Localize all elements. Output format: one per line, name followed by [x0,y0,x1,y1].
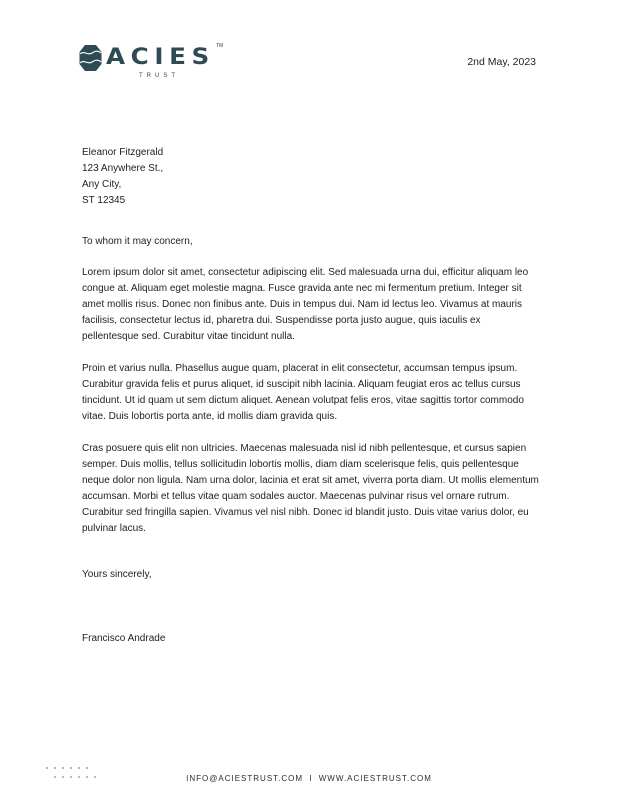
body-line: vitae. Duis lobortis porta ante, id mollis diam gravida quis. [82,411,338,422]
body-line: amet mollis risus. Donec non finibus ante. Duis in tempus dui. Nam id lectus leo. Vivamus at mauris [82,299,523,310]
paragraph-1 [82,265,540,345]
footer-website-link[interactable]: WWW.ACIESTRUST.COM [318,774,432,783]
footer-separator: I [309,774,313,783]
footer-email-link[interactable]: INFO@ACIESTRUST.COM [186,774,304,783]
hexagon-wave-logo-icon [79,44,102,72]
recipient-postal: ST 12345 [82,195,126,206]
body-line: Lorem ipsum dolor sit amet, consectetur adipiscing elit. Sed malesuada urna dui, efficitur aliquam leo [82,267,529,278]
closing: Yours sincerely, [82,569,152,580]
trademark-symbol: TM [216,43,224,49]
company-logo [79,43,229,83]
body-line: neque dolor non ligula. Nam urna dolor, lacinia et erat sit amet, viverra porta diam. Ut mollis elementum [82,475,539,486]
body-line: facilisis, consectetur lectus id, pharetra dui. Suspendisse porta justo augue, quis iaculis ex [82,315,481,326]
body-line: pellentesque sed. Curabitur vitae tincidunt nulla. [82,331,295,342]
recipient-name: Eleanor Fitzgerald [82,147,164,158]
body-line: semper. Duis mollis, tellus sollicitudin lobortis mollis, diam diam scelerisque felis, quis pellentesque [82,459,519,470]
body-line: congue at. Aliquam eget molestie magna. Fusce gravida ante nec mi fermentum pretium. Integer sit [82,283,522,294]
logo-subtitle: TRUST [139,73,179,79]
body-line: Proin et varius nulla. Phasellus augue quam, placerat in elit consectetur, accumsan tempus ipsum. [82,363,518,374]
paragraph-3 [82,441,540,537]
body-line: Curabitur sed fringilla sapien. Vivamus vel nisl nibh. Donec id blandit justo. Duis vitae varius dolor, eu [82,507,529,518]
footer-contact [0,774,618,783]
letter-date: 2nd May, 2023 [467,56,536,68]
body-line: Cras posuere quis elit non ultricies. Maecenas malesuada nisl id nibh pellentesque, et cursus sapien [82,443,527,454]
body-line: tincidunt. Ut id quam ut sem dictum aliquet. Aenean volutpat felis eros, vitae sagittis tortor commodo [82,395,524,406]
body-line: accumsan. Morbi et tellus vitae quam sodales auctor. Maecenas pulvinar risus vel ornare rutrum. [82,491,510,502]
paragraph-2 [82,361,540,425]
signature-name: Francisco Andrade [82,633,166,644]
body-line: Curabitur gravida felis et purus aliquet, id suscipit nibh lacinia. Aliquam feugiat eros ac tellus cursus [82,379,521,390]
recipient-street: 123 Anywhere St., [82,163,164,174]
recipient-city: Any City, [82,179,122,190]
recipient-address [82,145,163,209]
salutation: To whom it may concern, [82,236,193,247]
body-line: pulvinar lacus. [82,523,146,534]
logo-wordmark: ACIES [106,45,215,70]
letter-body [82,265,540,553]
